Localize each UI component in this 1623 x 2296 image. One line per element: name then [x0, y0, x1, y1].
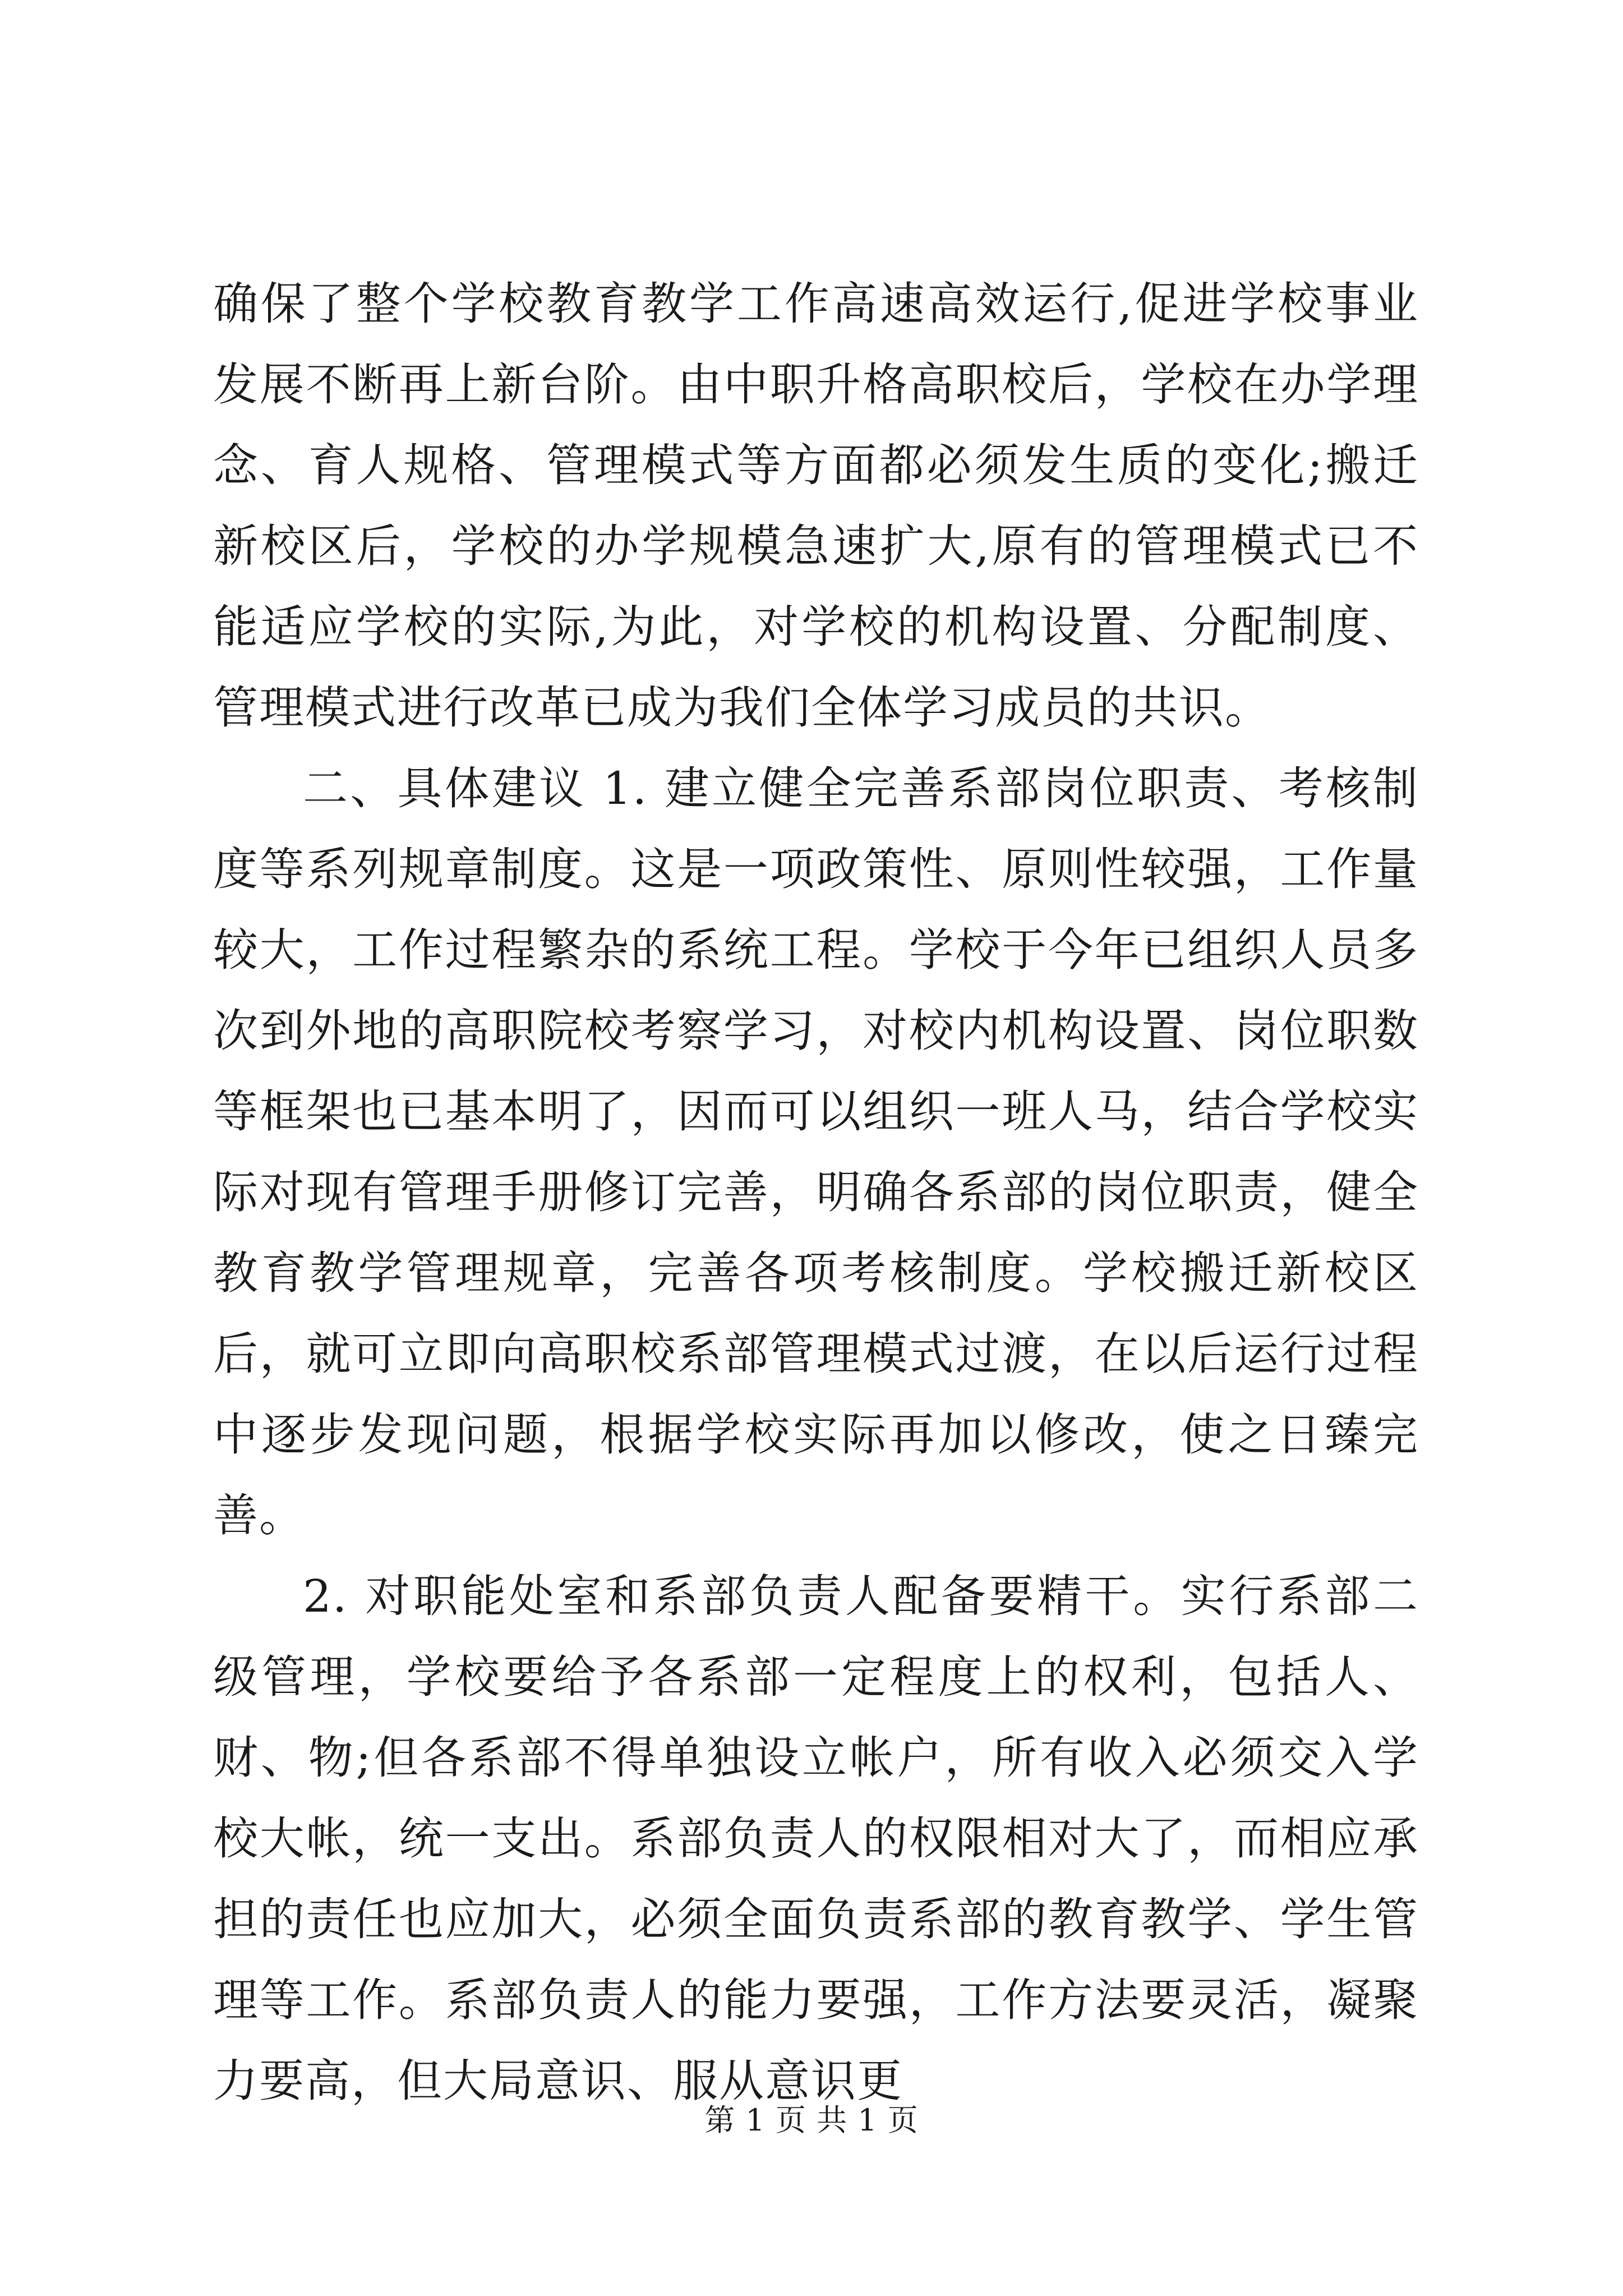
paragraph-3: 2. 对职能处室和系部负责人配备要精干。实行系部二级管理，学校要给予各系部一定程度上的权利，包括人、财、物;但各系部不得单独设立帐户，所有收入必须交入学校大帐，统一支出。系部负责人的权限相对大了，而相应承担的责任也应加大，必须全面负责系部的教育教学、学生管理等工作。系部负责人的能力要强，工作方法要灵活，凝聚力要高，但大局意识、服从意识更	[213, 1570, 1419, 2107]
paragraph-1: 确保了整个学校教育教学工作高速高效运行,促进学校事业发展不断再上新台阶。由中职升格高职校后，学校在办学理念、育人规格、管理模式等方面都必须发生质的变化;搬迁新校区后，学校的办学规模急速扩大,原有的管理模式已不能适应学校的实际,为此，对学校的机构设置、分配制度、管理模式进行改革已成为我们全体学习成员的共识。	[213, 278, 1419, 734]
paragraph-2: 二、具体建议 1. 建立健全完善系部岗位职责、考核制度等系列规章制度。这是一项政策性、原则性较强，工作量较大，工作过程繁杂的系统工程。学校于今年已组织人员多次到外地的高职院校考察学习，对校内机构设置、岗位职数等框架也已基本明了，因而可以组织一班人马，结合学校实际对现有管理手册修订完善，明确各系部的岗位职责，健全教育教学管理规章，完善各项考核制度。学校搬迁新校区后，就可立即向高职校系部管理模式过渡，在以后运行过程中逐步发现问题，根据学校实际再加以修改，使之日臻完善。	[213, 762, 1419, 1542]
document-body	[213, 264, 1419, 2122]
page-footer: 第 1 页 共 1 页	[704, 2102, 919, 2138]
